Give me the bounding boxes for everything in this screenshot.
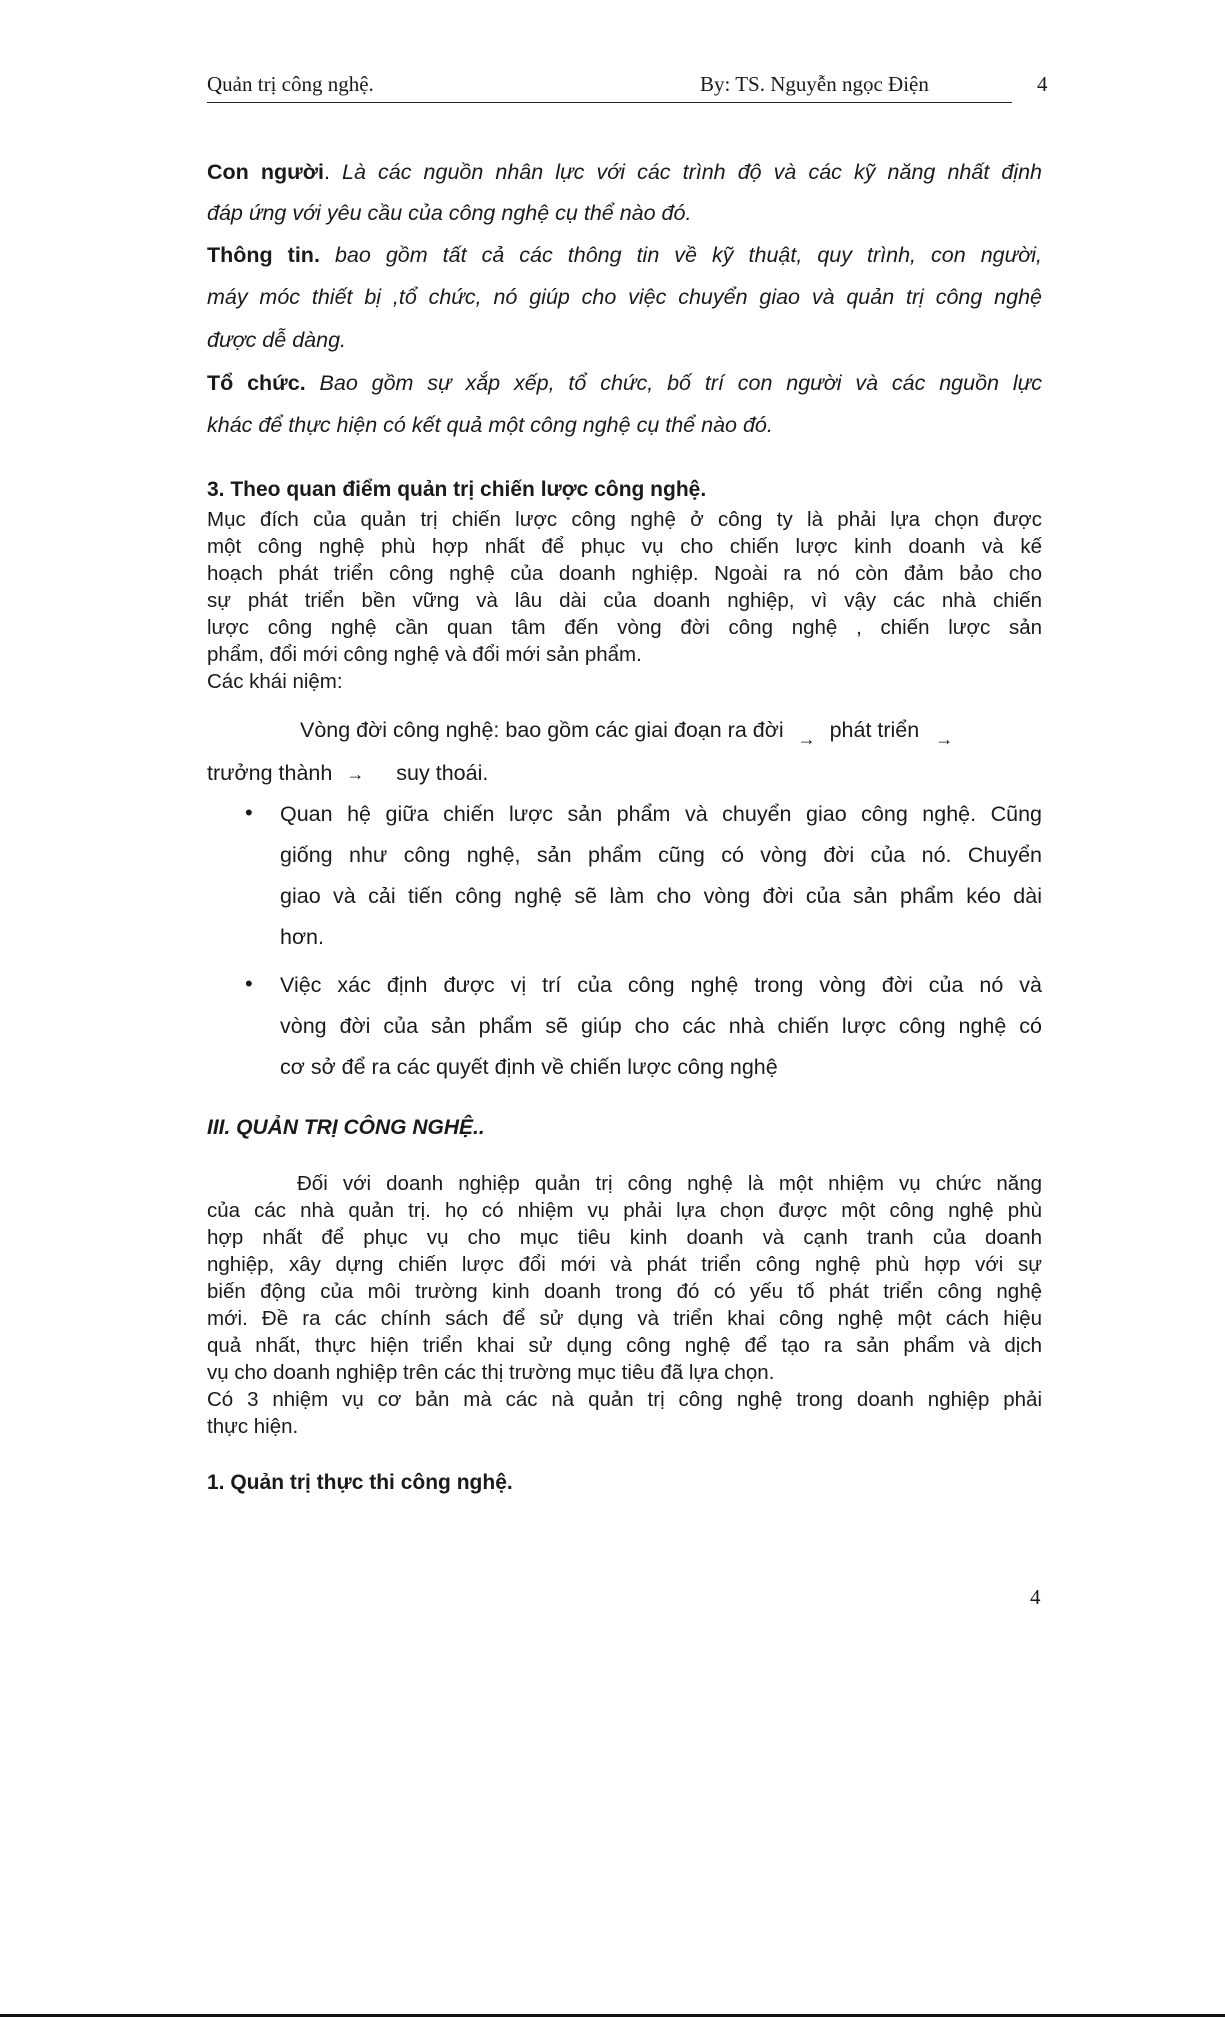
paragraph-line: hợp nhất để phục vụ cho mục tiêu kinh doanh và cạnh tranh của doanh [207, 1226, 1042, 1249]
lifecycle-stage: suy thoái. [396, 761, 489, 785]
arrow-icon: → [797, 729, 816, 749]
subsection-heading: 1. Quản trị thực thi công nghệ. [207, 1471, 513, 1494]
definition-text: bao gồm tất cả các thông tin về kỹ thuật, quy trình, con người, [334, 243, 1042, 267]
definition-text: Là các nguồn nhân lực với các trình độ và các kỹ năng nhất định [342, 160, 1043, 184]
header-author: By: TS. Nguyễn ngọc Điện [700, 72, 929, 96]
bullet-line: vòng đời của sản phẩm sẽ giúp cho các nhà chiến lược công nghệ có [280, 1014, 1042, 1038]
paragraph-line: Mục đích của quản trị chiến lược công nghệ ở công ty là phải lựa chọn được [207, 508, 1042, 531]
page-header [207, 72, 1048, 104]
definition-to-chuc [207, 371, 1042, 396]
paragraph-line: lược công nghệ cần quan tâm đến vòng đời công nghệ , chiến lược sản [207, 616, 1042, 639]
definition-line: khác để thực hiện có kết quả một công nghệ cụ thể nào đó. [207, 413, 773, 437]
paragraph-line: Có 3 nhiệm vụ cơ bản mà các nà quản trị công nghệ trong doanh nghiệp phải [207, 1388, 1042, 1411]
bullet-icon: • [245, 971, 253, 996]
paragraph-line: mới. Đề ra các chính sách để sử dụng và triển khai công nghệ một cách hiệu [207, 1307, 1042, 1330]
bullet-line: Quan hệ giữa chiến lược sản phẩm và chuyển giao công nghệ. Cũng [280, 802, 1042, 826]
section-3-heading: 3. Theo quan điểm quản trị chiến lược công nghệ. [207, 478, 707, 501]
section-iii-heading: III. QUẢN TRỊ CÔNG NGHỆ.. [207, 1116, 485, 1139]
term: Thông tin. [207, 243, 320, 267]
footer-page-number: 4 [1030, 1585, 1041, 1609]
definition-line: máy móc thiết bị ,tổ chức, nó giúp cho việc chuyển giao và quản trị công nghệ [207, 285, 1042, 309]
bullet-icon: • [245, 800, 253, 825]
lifecycle-stage: phát triển [829, 718, 920, 742]
bullet-line: hơn. [280, 925, 324, 949]
sep: . [323, 160, 343, 184]
paragraph-line: vụ cho doanh nghiệp trên các thị trường mục tiêu đã lựa chọn. [207, 1361, 775, 1384]
definition-thong-tin [207, 243, 1042, 268]
paragraph-line: Đối với doanh nghiệp quản trị công nghệ là một nhiệm vụ chức năng [297, 1172, 1042, 1195]
definition-text: Bao gồm sự xắp xếp, tổ chức, bố trí con người và các nguồn lực [319, 371, 1042, 395]
paragraph-line: phẩm, đổi mới công nghệ và đổi mới sản phẩm. [207, 643, 642, 666]
lifecycle-stage: trưởng thành [207, 761, 333, 785]
paragraph-line: thực hiện. [207, 1415, 299, 1438]
bullet-line: cơ sở để ra các quyết định về chiến lược công nghệ [280, 1055, 778, 1079]
bullet-line: giống như công nghệ, sản phẩm cũng có vòng đời của nó. Chuyển [280, 843, 1042, 867]
header-rule [207, 102, 1012, 103]
bullet-line: giao và cải tiến công nghệ sẽ làm cho vòng đời của sản phẩm kéo dài [280, 884, 1042, 908]
paragraph-line: hoạch phát triển công nghệ của doanh nghiệp. Ngoài ra nó còn đảm bảo cho [207, 562, 1042, 585]
paragraph-line: biến động của môi trường kinh doanh trong đó có yếu tố phát triển công nghệ [207, 1280, 1042, 1303]
header-page-number: 4 [1037, 72, 1048, 96]
paragraph-line: của các nhà quản trị. họ có nhiệm vụ phải lựa chọn được một công nghệ phù [207, 1199, 1042, 1222]
sep [320, 243, 335, 267]
paragraph-line: một công nghệ phù hợp nhất để phục vụ cho chiến lược kinh doanh và kế [207, 535, 1042, 558]
concepts-label: Các khái niệm: [207, 670, 343, 693]
paragraph-line: quả nhất, thực hiện triển khai sử dụng công nghệ để tạo ra sản phẩm và dịch [207, 1334, 1042, 1357]
lifecycle-intro: Vòng đời công nghệ: bao gồm các giai đoạn ra đời [300, 718, 784, 742]
sep [306, 371, 320, 395]
paragraph-line: nghiệp, xây dựng chiến lược đổi mới và phát triển công nghệ phù hợp với sự [207, 1253, 1042, 1276]
lifecycle-line-2 [207, 761, 488, 786]
bullet-line: Việc xác định được vị trí của công nghệ trong vòng đời của nó và [280, 973, 1042, 997]
definition-line: được dễ dàng. [207, 328, 346, 352]
definition-line: đáp ứng với yêu cầu của công nghệ cụ thể nào đó. [207, 201, 692, 225]
term: Con người [207, 160, 324, 184]
paragraph-line: sự phát triển bền vững và lâu dài của doanh nghiệp, vì vậy các nhà chiến [207, 589, 1042, 612]
definition-con-nguoi [207, 160, 1042, 185]
term: Tổ chức. [207, 371, 306, 395]
lifecycle-line [300, 718, 954, 749]
header-title: Quản trị công nghệ. [207, 72, 374, 96]
arrow-icon: → [346, 764, 365, 784]
arrow-icon: → [935, 729, 954, 749]
